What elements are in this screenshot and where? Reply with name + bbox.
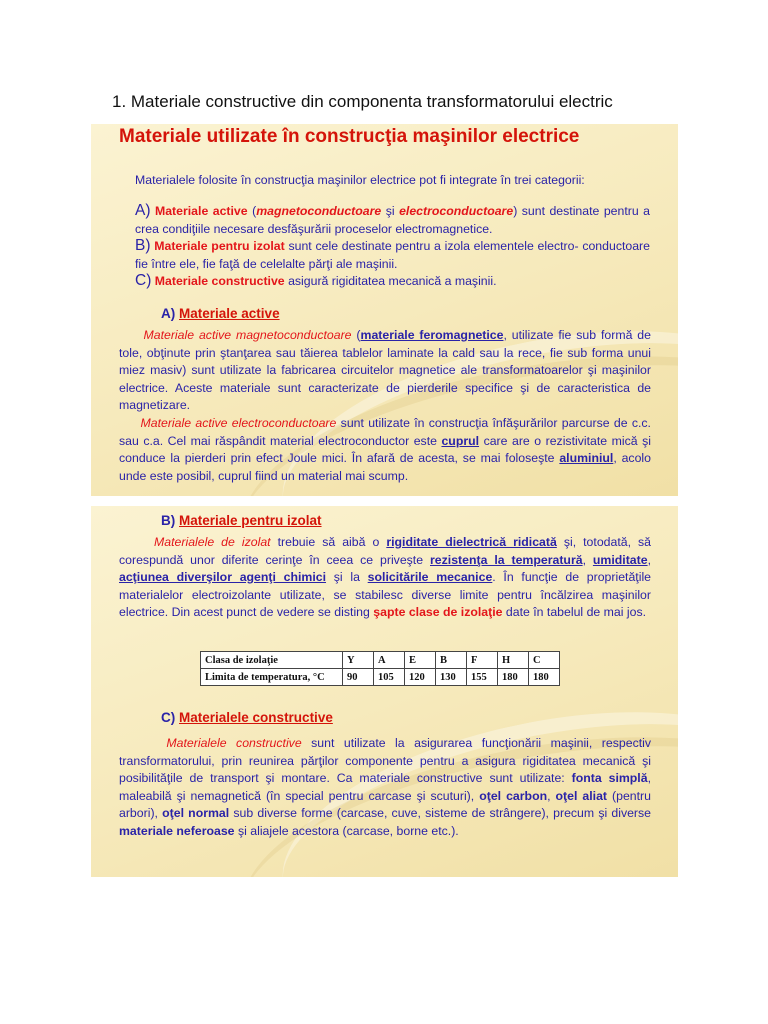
table-cell: Y <box>343 652 374 669</box>
intro-text: Materialele folosite în construcţia maşinilor electrice pot fi integrate în trei categorii: <box>135 173 585 187</box>
table-cell: F <box>467 652 498 669</box>
table-cell: Clasa de izolaţie <box>201 652 343 669</box>
paragraph-electroconductoare: Materiale active electroconductoare sunt utilizate în construcţia înfăşurărilor parcurse de c.c. sau c.a. Cel mai răspândit material electroconductor este cuprul care are o rezistivitate mică şi conduce la pierderi prin efect Joule mici. În afară de acesta, se mai foloseşte aluminiul, acolo unde este posibil, cuprul fiind un material mai scump. <box>119 416 651 483</box>
section-a-heading: A) Materiale active <box>161 306 280 321</box>
slide-title: Materiale utilizate în construcţia maşinilor electrice <box>119 126 580 147</box>
table-row <box>201 669 560 686</box>
table-cell: 105 <box>374 669 405 686</box>
table-cell: 90 <box>343 669 374 686</box>
table-cell: H <box>498 652 529 669</box>
section-b-heading: B) Materiale pentru izolat <box>161 513 322 528</box>
section-c-heading: C) Materialele constructive <box>161 710 333 725</box>
paragraph-izolat: Materialele de izolat trebuie să aibă o rigiditate dielectrică ridicată şi, totodată, să corespundă unor diferite cerinţe în ceea ce priveşte rezistenţa la temperatură, umiditate, acţiunea diverşilor agenţi chimici şi la solicitările mecanice. În funcţie de proprietăţile materialelor electroizolante utilizate, se stabilesc diverse limite pentru încălzirea maşinilor electrice. Din acest punct de vedere se disting şapte clase de izolaţie date în tabelul de mai jos. <box>119 535 652 620</box>
paragraph-constructive: Materialele constructive sunt utilizate la asigurarea funcţionării maşinii, respectiv transformatorului, prin reunirea părţilor componente pentru a asigura rigiditatea mecanică şi posibilităţile de transport şi montare. Ca materiale constructive sunt utilizate: fonta simplă, maleabilă şi nemagnetică (în special pentru carcase şi scuturi), oţel carbon, oţel aliat (pentru arbori), oţel normal sub diverse forme (carcase, cuve, sisteme de strângere), precum şi diverse materiale neferoase şi aliajele acestora (carcase, borne etc.). <box>119 736 652 838</box>
category-a: A) Materiale active (magnetoconductoare şi electroconductoare) sunt destinate pentru a crea condiţiile necesare desfăşurării proceselor electromagnetice. <box>135 202 650 236</box>
category-b: B) Materiale pentru izolat sunt cele destinate pentru a izola elementele electro- conductoare fie între ele, fie faţă de celelalte părţi ale maşinii. <box>135 237 650 271</box>
paragraph-magnetoconductoare: Materiale active magnetoconductoare (materiale feromagnetice, utilizate fie sub formă de tole, obţinute prin ştanţarea sau tăierea tablelor laminate la cald sau la rece, fie sub forma unui miez masiv) sunt utilizate la fabricarea circuitelor magnetice ale transformatoarelor şi maşinilor electrice. Aceste materiale sunt caracterizate de pierderile specifice şi de caracteristica de magnetizare. <box>119 328 651 413</box>
table-cell: B <box>436 652 467 669</box>
table-cell: C <box>529 652 560 669</box>
table-cell: 120 <box>405 669 436 686</box>
slide-image-1 <box>91 124 678 496</box>
table-cell: E <box>405 652 436 669</box>
table-cell: 180 <box>498 669 529 686</box>
table-cell: Limita de temperatura, °C <box>201 669 343 686</box>
table-cell: 155 <box>467 669 498 686</box>
table-cell: A <box>374 652 405 669</box>
table-cell: 180 <box>529 669 560 686</box>
category-c: C) Materiale constructive asigură rigiditatea mecanică a maşinii. <box>135 272 497 289</box>
slide-image-2 <box>91 506 678 877</box>
table-cell: 130 <box>436 669 467 686</box>
insulation-class-table <box>200 651 560 686</box>
document-heading: 1. Materiale constructive din componenta transformatorului electric <box>112 92 613 111</box>
table-row <box>201 652 560 669</box>
